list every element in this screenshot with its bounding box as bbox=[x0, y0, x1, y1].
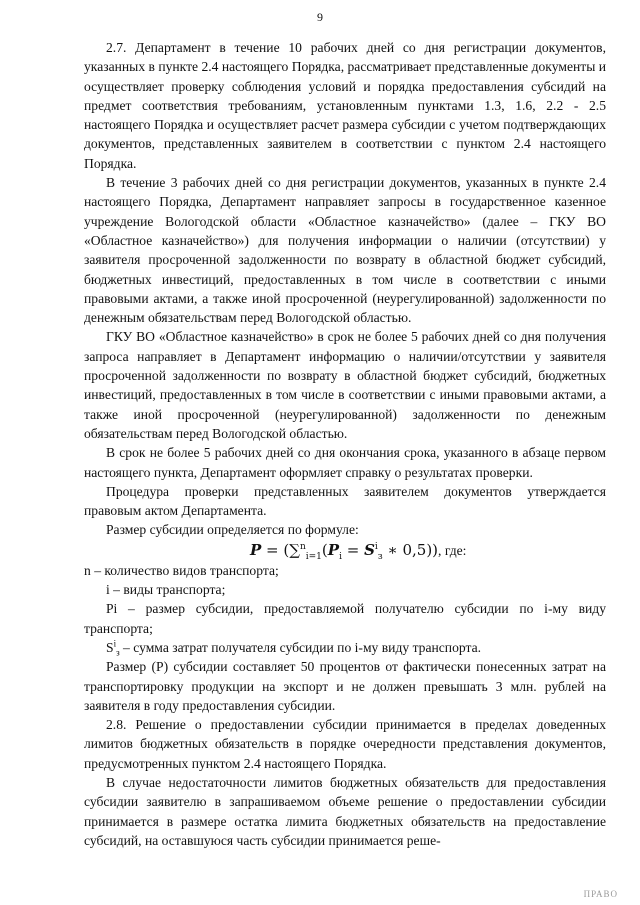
page-number: 9 bbox=[317, 10, 323, 24]
definition-s: $S^i_з$ – сумма затрат получателя субсидии по i-му виду транспорта. bbox=[106, 638, 482, 658]
document-body bbox=[84, 38, 606, 850]
definition-i: i – виды транспорта; bbox=[106, 582, 226, 598]
paragraph-requests: В течение 3 рабочих дней со дня регистрации документов, указанных в пункте 2.4 настоящего Порядка, Департамент направляет запросы в государственное казенное учреждение Вологодской области «Областное казначейство» (далее – ГКУ ВО «Областное казначейство») для получения информации о наличии (отсутствии) у заявителя просроченной задолженности по возврату в областной бюджет субсидий, бюджетных инвестиций, предоставленных в том числе в соответствии с иными правовыми актами, а также иной просроченной (неурегулированной) задолженности по денежным обязательствам перед Вологодской областью. bbox=[84, 175, 606, 326]
paragraph-2-8: 2.8. Решение о предоставлении субсидии принимается в пределах доведенных лимитов бюджетных обязательств в порядке очередности представления документов, предусмотренных пунктом 2.4 настоящего Порядка. bbox=[84, 717, 606, 771]
paragraph-2-7: 2.7. Департамент в течение 10 рабочих дней со дня регистрации документов, указанных в пункте 2.4 настоящего Порядка, рассматривает представленные документы и осуществляет проверку соблюдения условий и порядка предоставления субсидий на предмет соответствия требованиям, установленным пунктами 1.3, 1.6, 2.2 - 2.5 настоящего Порядка и осуществляет расчет размера субсидии с учетом подтверждающих документов, представленных заявителем в соответствии с пунктом 2.4 настоящего Порядка. bbox=[84, 40, 606, 171]
subsidy-formula: $P = (\sum^n_{i=1}(P_i = S^i_з$ ∗ 0,5)), где: bbox=[250, 540, 467, 562]
paragraph-certificate: В срок не более 5 рабочих дней со дня окончания срока, указанного в абзаце первом настоящего пункта, Департамент оформляет справку о результатах проверки. bbox=[84, 445, 606, 480]
paragraph-insufficient-limits: В случае недостаточности лимитов бюджетных обязательств для предоставления субсидии заявителю в запрашиваемом объеме решение о предоставлении субсидии принимается в размере остатка лимита бюджетных обязательств на предоставление субсидий, на оставшуюся часть субсидии принимается реше- bbox=[84, 774, 606, 848]
watermark-stamp: ПРАВО bbox=[583, 889, 618, 899]
sum-symbol: ∑ bbox=[289, 540, 300, 559]
paragraph-subsidy-size: Размер (Р) субсидии составляет 50 процентов от фактически понесенных затрат на транспортировку продукции на экспорт и не должен превышать 3 млн. рублей на заявителя в году предоставления субсидии. bbox=[84, 659, 606, 713]
definition-pi: Pi – размер субсидии, предоставляемой получателю субсидии по i-му виду транспорта; bbox=[84, 601, 606, 636]
paragraph-formula-intro: Размер субсидии определяется по формуле: bbox=[106, 522, 359, 538]
paragraph-treasury-response: ГКУ ВО «Областное казначейство» в срок не более 5 рабочих дней со дня получения запроса направляет в Департамент информацию о наличии/отсутствии у заявителя просроченной задолженности по возврату в областной бюджет субсидий, бюджетных инвестиций, предоставленных в том числе в соответствии с иными правовыми актами, а также иной просроченной (неурегулированной) задолженности по денежным обязательствам перед Вологодской областью. bbox=[84, 329, 606, 441]
definition-n: n – количество видов транспорта; bbox=[84, 562, 279, 578]
paragraph-procedure: Процедура проверки представленных заявителем документов утверждается правовым актом Департамента. bbox=[84, 483, 606, 519]
